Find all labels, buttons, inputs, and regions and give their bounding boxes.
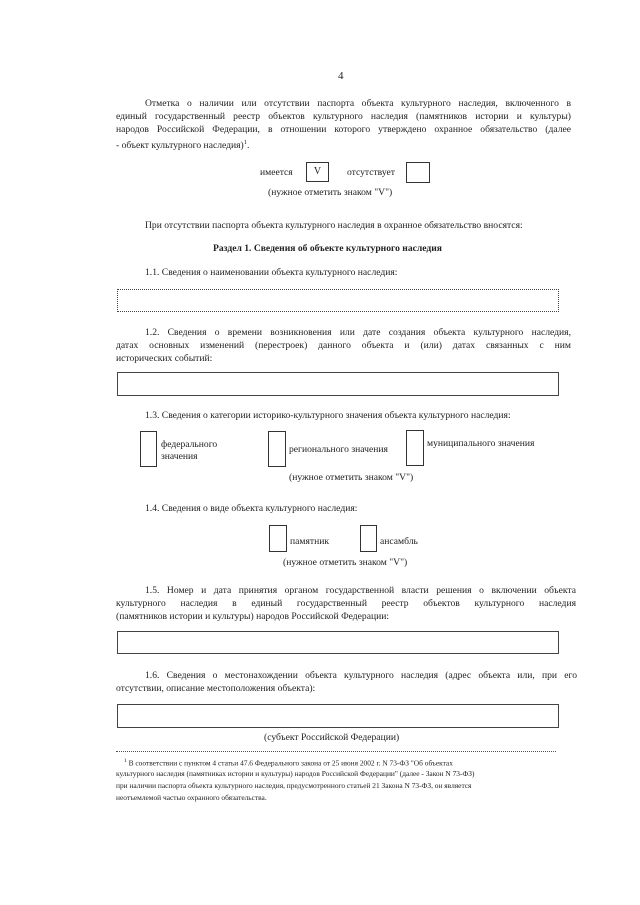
type-monument-label: памятник bbox=[290, 536, 329, 547]
category-federal-label-1: федерального bbox=[161, 439, 218, 450]
type-monument-checkbox[interactable] bbox=[269, 525, 287, 552]
s1-2-line-2: датах основных изменений (перестроек) данного объекта и (или) датах связанных с ним bbox=[116, 340, 571, 351]
section-1-title: Раздел 1. Сведения об объекте культурного наследия bbox=[213, 243, 442, 254]
footnote-line-2: культурного наследия (памятниках истории и культуры) народов Российской Федерации" (далее - Закон N 73-ФЗ) bbox=[116, 769, 475, 778]
s1-6-region-caption: (субъект Российской Федерации) bbox=[264, 732, 400, 743]
s1-5-line-3: (памятников истории и культуры) народов Российской Федерации: bbox=[116, 611, 390, 622]
footnote-line-1 bbox=[124, 757, 453, 768]
s1-5-line-1: 1.5. Номер и дата принятия органом государственной власти решения о включении объекта bbox=[145, 585, 576, 596]
s1-2-line-1: 1.2. Сведения о времени возникновения или дате создания объекта культурного наследия, bbox=[145, 327, 571, 338]
s1-5-decision-field[interactable] bbox=[117, 631, 559, 654]
absent-passport-note: При отсутствии паспорта объекта культурного наследия в охранное обязательство вносятся: bbox=[145, 220, 523, 231]
s1-5-line-2: культурного наследия в единый государственный реестр объектов культурного наследия bbox=[116, 598, 576, 609]
type-ensemble-checkbox[interactable] bbox=[360, 525, 377, 552]
s1-2-dates-field[interactable] bbox=[117, 372, 559, 396]
intro-line-2: единый государственный реестр объектов культурного наследия (памятников истории и культуры) bbox=[116, 111, 571, 122]
s1-2-line-3: исторических событий: bbox=[116, 353, 213, 364]
s1-6-region-field[interactable] bbox=[117, 704, 559, 728]
category-municipal-checkbox[interactable] bbox=[406, 430, 424, 466]
intro-line-4 bbox=[116, 137, 249, 153]
s1-3-hint: (нужное отметить знаком "V") bbox=[289, 472, 414, 483]
intro-line-4-period: . bbox=[247, 140, 250, 152]
category-federal-label-2: значения bbox=[161, 451, 198, 462]
footnote-marker: 1 bbox=[124, 758, 127, 764]
s1-6-line-2: отсутствии, описание местоположения объекта): bbox=[116, 683, 316, 694]
category-municipal-label: муниципального значения bbox=[427, 438, 535, 449]
s1-1-name-field[interactable] bbox=[117, 289, 559, 312]
type-ensemble-label: ансамбль bbox=[380, 536, 418, 547]
s1-3-label: 1.3. Сведения о категории историко-культурного значения объекта культурного наследия: bbox=[145, 410, 511, 421]
s1-6-line-1: 1.6. Сведения о местонахождении объекта культурного наследия (адрес объекта или, при его bbox=[145, 670, 577, 681]
passport-absent-label: отсутствует bbox=[347, 167, 395, 178]
intro-line-4-text: - объект культурного наследия) bbox=[116, 140, 244, 152]
passport-hint: (нужное отметить знаком "V") bbox=[268, 187, 393, 198]
category-regional-label: регионального значения bbox=[289, 444, 388, 455]
page-number: 4 bbox=[338, 70, 344, 82]
passport-has-label: имеется bbox=[260, 167, 293, 178]
footnote-line-4: неотъемлемой частью охранного обязательства. bbox=[116, 793, 267, 802]
intro-line-1: Отметка о наличии или отсутствии паспорта объекта культурного наследия, включенного в bbox=[145, 98, 571, 109]
category-regional-checkbox[interactable] bbox=[268, 431, 286, 467]
footnote-separator bbox=[116, 751, 556, 752]
passport-absent-checkbox[interactable] bbox=[406, 162, 430, 183]
passport-has-checkbox[interactable]: V bbox=[306, 162, 329, 182]
footnote-line-1-text: В соответствии с пунктом 4 статьи 47.6 Федерального закона от 25 июня 2002 г. N 73-ФЗ "Об объектах bbox=[128, 758, 453, 768]
footnote-reference: 1 bbox=[243, 139, 247, 146]
intro-line-3: народов Российской Федерации, в отношении которого утверждено охранное обязательство (далее bbox=[116, 124, 571, 135]
category-federal-checkbox[interactable] bbox=[140, 431, 157, 467]
s1-4-label: 1.4. Сведения о виде объекта культурного наследия: bbox=[145, 503, 358, 514]
s1-4-hint: (нужное отметить знаком "V") bbox=[283, 557, 408, 568]
footnote-line-3: при наличии паспорта объекта культурного наследия, предусмотренного статьей 21 Закона N 73-ФЗ, он является bbox=[116, 781, 472, 790]
s1-1-label: 1.1. Сведения о наименовании объекта культурного наследия: bbox=[145, 267, 398, 278]
